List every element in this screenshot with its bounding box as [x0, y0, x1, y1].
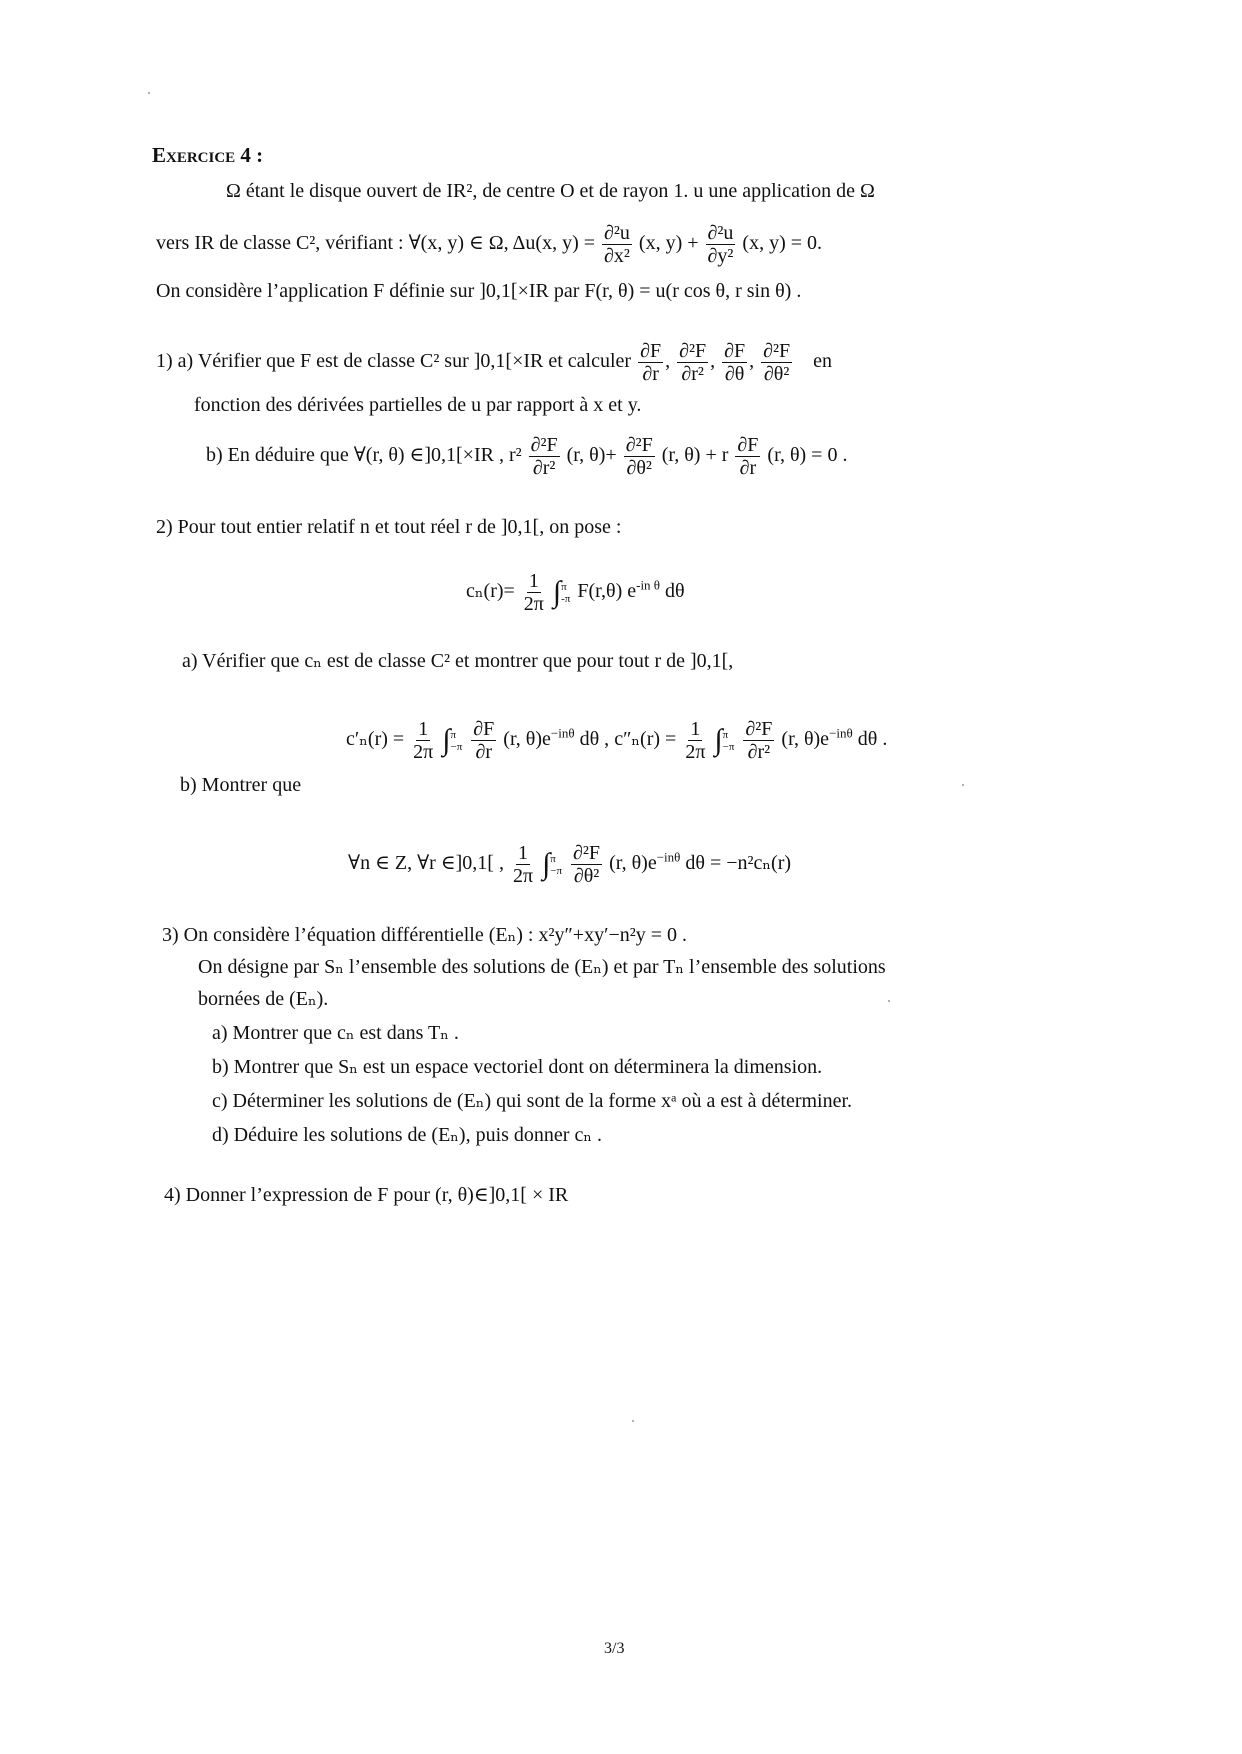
fraction-dF-dtheta	[722, 340, 747, 385]
formula-cn-prime-integrand: (r, θ)e	[503, 728, 551, 751]
integral-lower-limit: −π	[550, 864, 563, 877]
intro-line-1: Ω étant le disque ouvert de IR², de centre O et de rayon 1. u une application de Ω	[226, 180, 875, 202]
integral-lower-limit: −π	[450, 740, 463, 753]
fraction-denominator: ∂r	[739, 457, 757, 479]
fraction-numerator: ∂²F	[763, 340, 791, 362]
fraction-numerator: 1	[528, 570, 539, 592]
fraction-d2F-dtheta2	[571, 842, 602, 887]
intro-line-2	[156, 222, 822, 267]
fraction-numerator: ∂²u	[707, 222, 734, 244]
question-1a-continuation: fonction des dérivées partielles de u par rapport à x et y.	[194, 394, 642, 416]
integral-lower-limit: −π	[722, 740, 735, 753]
fraction-numerator: ∂²F	[679, 340, 707, 362]
fraction-dF-dr	[471, 718, 496, 763]
definition-cn	[466, 570, 685, 615]
formula-2b-integrand: (r, θ)e	[609, 852, 657, 875]
integral-limits	[723, 729, 735, 753]
formula-cn-prime-dtheta: dθ ,	[579, 728, 610, 751]
formula-cn-prime-exponent: −inθ	[550, 725, 575, 741]
fraction-denominator: ∂θ²	[763, 363, 790, 385]
question-3-line-2: On désigne par Sₙ l’ensemble des solutions de (Eₙ) et par Tₙ l’ensemble des solutions	[198, 956, 886, 978]
integral-limits	[561, 581, 570, 605]
integral-limits	[550, 853, 562, 877]
question-4-text: 4) Donner l’expression de F pour (r, θ)∈]0,1[ × IR	[164, 1184, 569, 1206]
fraction-one-over-2pi	[511, 842, 535, 887]
definition-exponent: -in θ	[636, 577, 661, 593]
question-1b-mid-1: (r, θ)+	[566, 444, 617, 467]
formula-cn-prime-left: c′ₙ(r) =	[346, 728, 405, 751]
intro-line-2-mid: (x, y) +	[638, 232, 699, 255]
intro-line-3: On considère l’application F définie sur ]0,1[×IR par F(r, θ) = u(r cos θ, r sin θ) .	[156, 280, 802, 302]
question-3-line-1: 3) On considère l’équation différentielle (Eₙ) : x²y″+xy′−n²y = 0 .	[162, 924, 688, 946]
fraction-denominator: ∂r²	[681, 363, 704, 385]
fraction-d2F-dr2	[743, 718, 774, 763]
fraction-numerator: 1	[690, 718, 701, 740]
question-3-item-c: c) Déterminer les solutions de (Eₙ) qui sont de la forme xᵃ où a est à déterminer.	[212, 1090, 853, 1112]
fraction-denominator: ∂θ	[724, 363, 745, 385]
question-2a-formulas	[346, 718, 887, 763]
question-3-item-d: d) Déduire les solutions de (Eₙ), puis donner cₙ .	[212, 1124, 602, 1146]
integral-upper-limit: π	[722, 728, 729, 741]
fraction-d2F-dr2	[677, 340, 708, 385]
question-1b	[206, 434, 847, 479]
fraction-one-over-2pi	[683, 718, 707, 763]
definition-integrand: F(r,θ) e	[577, 580, 637, 603]
formula-2b-exponent: −inθ	[656, 849, 681, 865]
integral-sign: ∫	[542, 847, 551, 881]
integral-sign: ∫	[714, 723, 723, 757]
fraction-numerator: ∂F	[640, 340, 662, 362]
scan-speck	[888, 1000, 890, 1002]
question-3-line-3: bornées de (Eₙ).	[198, 988, 329, 1010]
integral-limits	[451, 729, 463, 753]
fraction-denominator: 2π	[523, 593, 544, 615]
fraction-numerator: ∂²F	[573, 842, 601, 864]
fraction-denominator: ∂r	[642, 363, 659, 385]
question-1a: 1) a) Vérifier que F est de classe C² sur ]0,1[×IR et calculer $\frac{\partial F}{\partial r}$ , $\frac{\text{∂²F}}{\text{∂r²}}$ , $\frac{\partial F}{\partial\theta}$ , $\frac{\text{∂²F}}{\text{∂θ²}}$ en	[156, 340, 833, 385]
formula-2b-left: ∀n ∈ Z, ∀r ∈]0,1[ ,	[348, 852, 504, 875]
scan-speck	[962, 784, 964, 786]
fraction-d2F-dtheta2	[761, 340, 792, 385]
scan-speck	[632, 1420, 634, 1422]
integral-lower-limit: -π	[561, 592, 571, 605]
fraction-numerator: ∂²F	[625, 434, 653, 456]
exercise-title: Exercice 4 :	[152, 143, 264, 167]
fraction-numerator: ∂²F	[530, 434, 558, 456]
question-3-item-b: b) Montrer que Sₙ est un espace vectoriel dont on déterminera la dimension.	[212, 1056, 823, 1078]
scan-speck	[148, 92, 150, 94]
question-2-text: 2) Pour tout entier relatif n et tout réel r de ]0,1[, on pose :	[156, 516, 622, 538]
fraction-dF-dr	[638, 340, 663, 385]
fraction-dF-dr	[735, 434, 760, 479]
question-3-item-a: a) Montrer que cₙ est dans Tₙ .	[212, 1022, 459, 1044]
formula-cn-second-left: c″ₙ(r) =	[614, 728, 677, 751]
fraction-numerator: ∂F	[724, 340, 746, 362]
definition-dtheta: dθ	[665, 580, 685, 603]
definition-left: cₙ(r)=	[466, 580, 515, 603]
question-1b-text: b) En déduire que ∀(r, θ) ∈]0,1[×IR , r²	[206, 444, 522, 467]
intro-line-2-text: vers IR de classe C², vérifiant : ∀(x, y) ∈ Ω, Δu(x, y) =	[156, 232, 596, 255]
fraction-denominator: ∂r²	[747, 741, 771, 763]
fraction-denominator: ∂x²	[604, 245, 630, 267]
fraction-numerator: ∂F	[737, 434, 759, 456]
fraction-numerator: ∂F	[473, 718, 495, 740]
fraction-denominator: ∂θ²	[626, 457, 652, 479]
fraction-numerator: ∂²u	[604, 222, 630, 244]
fraction-numerator: 1	[518, 842, 528, 864]
integral-sign: ∫	[442, 723, 451, 757]
fraction-one-over-2pi	[522, 570, 546, 615]
integral-sign: ∫	[552, 575, 562, 609]
question-1a-text: 1) a) Vérifier que F est de classe C² sur ]0,1[×IR et calculer	[156, 350, 632, 373]
fraction-d2F-dr2	[529, 434, 560, 479]
formula-cn-second-dtheta: dθ .	[857, 728, 888, 751]
question-1b-mid-2: (r, θ) + r	[661, 444, 729, 467]
formula-cn-second-exponent: −inθ	[829, 725, 853, 741]
fraction-denominator: 2π	[512, 865, 534, 887]
question-1b-end: (r, θ) = 0 .	[767, 444, 848, 467]
fraction-denominator: ∂θ²	[573, 865, 600, 887]
integral-upper-limit: π	[561, 580, 567, 593]
page-number: 3/3	[604, 1640, 625, 1657]
intro-line-2-end: (x, y) = 0.	[742, 232, 823, 255]
fraction-d2F-dtheta2	[624, 434, 655, 479]
fraction-numerator: 1	[418, 718, 429, 740]
question-2a-text: a) Vérifier que cₙ est de classe C² et montrer que pour tout r de ]0,1[,	[182, 650, 734, 672]
fraction-denominator: 2π	[685, 741, 706, 763]
fraction-numerator: ∂²F	[745, 718, 773, 740]
fraction-denominator: 2π	[413, 741, 434, 763]
fraction-denominator: ∂r	[475, 741, 493, 763]
question-1a-end: en	[813, 350, 833, 373]
fraction-denominator: ∂r²	[532, 457, 556, 479]
fraction-one-over-2pi	[411, 718, 435, 763]
question-2b-text: b) Montrer que	[180, 774, 302, 796]
fraction-denominator: ∂y²	[707, 245, 734, 267]
formula-cn-second-integrand: (r, θ)e	[781, 728, 830, 751]
integral-upper-limit: π	[450, 728, 457, 741]
formula-2b-end: dθ = −n²cₙ(r)	[685, 852, 792, 875]
fraction-d2u-dy2	[706, 222, 736, 267]
question-2b-formula	[348, 842, 791, 887]
fraction-d2u-dx2	[602, 222, 632, 267]
integral-upper-limit: π	[550, 852, 556, 865]
